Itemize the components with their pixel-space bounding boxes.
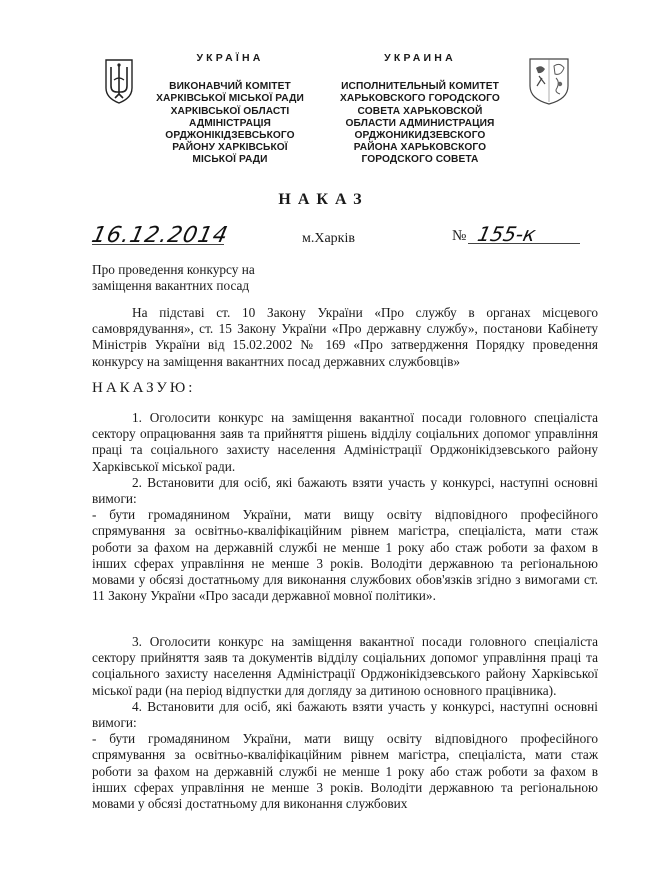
order-items-2: [92, 634, 598, 812]
header-right-line: СОВЕТА ХАРЬКОВСКОЙ: [357, 105, 483, 117]
order-item: 2. Встановити для осіб, які бажають взяти участь у конкурсі, наступні основні вимоги:: [92, 474, 598, 507]
order-number: 155-к: [475, 222, 539, 246]
order-item: - бути громадянином України, мати вищу освіту відповідного професійного спрямування за освітньо-кваліфікаційним рівнем магістра, спеціаліста, мати стаж роботи за фахом на державній службі не менше 1 року або стаж роботи за фахом в інших сферах управління не менше 3 років. Володіти державною та регіональною мовами у обсязі достатньому для виконання службових обов'язків згідно з вимогами ст. 11 Закону України «Про засади державної мовної політики».: [92, 507, 598, 604]
number-underline: [468, 243, 580, 244]
order-date: 16.12.2014: [89, 223, 231, 248]
header-right-line: ОРДЖОНИКИДЗЕВСКОГО: [354, 130, 486, 142]
preamble-text: На підставі ст. 10 Закону України «Про службу в органах місцевого самоврядування», ст. 15 Закону України «Про державну службу», постанови Кабінету Міністрів України від 15.02.2002 № 169 «Про затвердження Порядку проведення конкурсу на заміщення вакантних посад державних службовців»: [92, 305, 598, 369]
header-left-line: ОРДЖОНІКІДЗЕВСЬКОГО: [165, 130, 295, 142]
header-left-line: РАЙОНУ ХАРКІВСЬКОЇ: [172, 142, 288, 154]
header-right: [330, 52, 510, 167]
header-left-line: ХАРКІВСЬКОЇ МІСЬКОЇ РАДИ: [156, 93, 304, 105]
order-word: НАКАЗУЮ:: [92, 380, 196, 396]
date-underline: [92, 244, 224, 245]
subject-line: заміщення вакантних посад: [92, 277, 250, 293]
header-left-line: МІСЬКОЇ РАДИ: [192, 154, 268, 166]
kharkiv-city-coat-of-arms-icon: [527, 56, 571, 106]
country-name-ua: УКРАЇНА: [196, 52, 264, 64]
header-left-line: ВИКОНАВЧИЙ КОМІТЕТ: [169, 81, 291, 93]
order-subject: [92, 262, 255, 293]
order-item: 3. Оголосити конкурс на заміщення вакантної посади головного спеціаліста сектору прийняття заяв та документів відділу соціальних допомог управління праці та соціального захисту населення Адміністрації Орджонікідзевського району Харківської міської ради (на період відпустки для догляду за дитиною основного працівника).: [92, 634, 598, 698]
order-items-1: [92, 410, 598, 604]
order-item: 4. Встановити для осіб, які бажають взяти участь у конкурсі, наступні основні вимоги:: [92, 698, 598, 731]
header-right-line: ИСПОЛНИТЕЛЬНЫЙ КОМИТЕТ: [341, 81, 499, 93]
header-left-line: АДМІНІСТРАЦІЯ: [189, 117, 271, 129]
city-name: м.Харків: [302, 231, 355, 246]
header-left: [140, 52, 320, 167]
header-right-line: ГОРОДСКОГО СОВЕТА: [361, 154, 479, 166]
header-left-line: ХАРКІВСЬКОЇ ОБЛАСТІ: [170, 105, 290, 117]
header-right-line: ХАРЬКОВСКОГО ГОРОДСКОГО: [340, 93, 500, 105]
header-right-line: ОБЛАСТИ АДМИНИСТРАЦИЯ: [345, 117, 495, 129]
order-item: 1. Оголосити конкурс на заміщення вакантної посади головного спеціаліста сектору опрацювання заяв та прийняття рішень відділу соціальних допомог управління праці та соціального захисту населення Адміністрації Орджонікідзевського району Харківської міської ради.: [92, 410, 598, 474]
document-title: НАКАЗ: [278, 191, 369, 208]
country-name-ru: УКРАИНА: [384, 52, 456, 64]
order-item: - бути громадянином України, мати вищу освіту відповідного професійного спрямування за освітньо-кваліфікаційним рівнем магістра, спеціаліста, мати стаж роботи за фахом на державній службі не менше 1 року або стаж роботи за фахом в інших сферах управління не менше 3 років. Володіти державною та регіональною мовами у обсязі достатньому для виконання службових: [92, 731, 598, 812]
preamble-paragraph: [92, 305, 598, 370]
number-label: №: [452, 228, 467, 244]
trident-coat-of-arms-icon: [104, 58, 134, 104]
subject-line: Про проведення конкурсу на: [92, 262, 255, 277]
header-right-line: РАЙОНА ХАРЬКОВСКОГО: [353, 142, 487, 154]
